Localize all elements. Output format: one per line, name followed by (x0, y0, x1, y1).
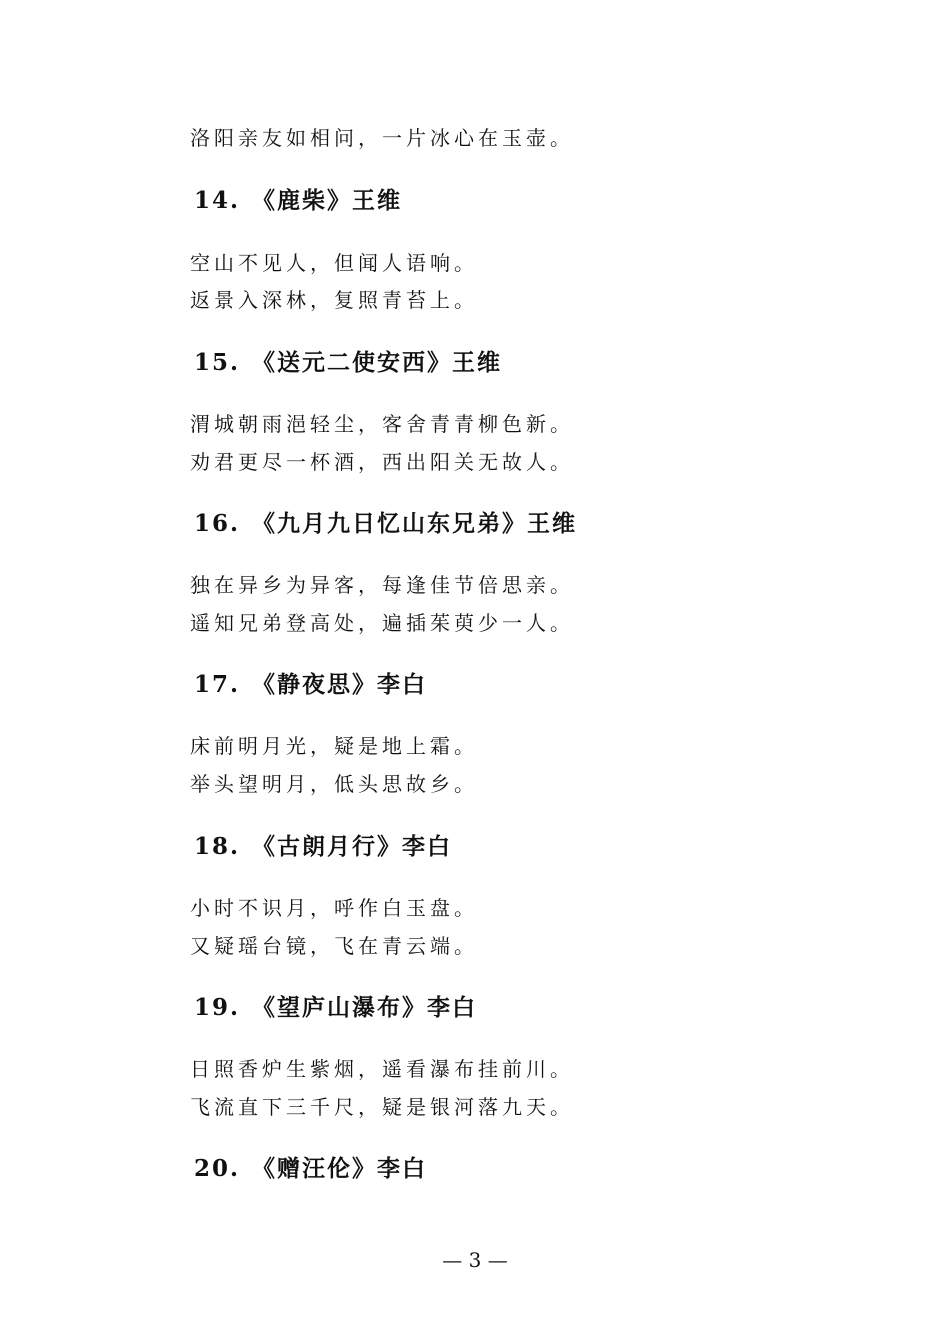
poem-title: 《望庐山瀑布》李白 (252, 994, 477, 1021)
poem-title: 《九月九日忆山东兄弟》王维 (252, 510, 577, 537)
poem-line: 返景入深林，复照青苔上。 (190, 288, 478, 312)
poem-number: 16. (194, 510, 241, 537)
poem-line: 日照香炉生紫烟，遥看瀑布挂前川。 (190, 1057, 574, 1081)
poem-number: 17. (194, 671, 241, 698)
poem-line: 飞流直下三千尺，疑是银河落九天。 (190, 1095, 574, 1119)
poem-line: 劝君更尽一杯酒，西出阳关无故人。 (190, 450, 574, 474)
poem-number: 15. (194, 349, 241, 376)
poem-heading-17 (194, 673, 427, 696)
poem-line: 床前明月光，疑是地上霜。 (190, 734, 478, 758)
poem-number: 18. (194, 833, 241, 860)
poem-line: 遥知兄弟登高处，遍插茱萸少一人。 (190, 611, 574, 635)
poem-heading-20 (194, 1157, 427, 1180)
poem-line: 独在异乡为异客，每逢佳节倍思亲。 (190, 573, 574, 597)
poem-title: 《古朗月行》李白 (252, 833, 452, 860)
poem-heading-18 (194, 835, 452, 858)
poem-line: 渭城朝雨浥轻尘，客舍青青柳色新。 (190, 412, 574, 436)
poem-title: 《鹿柴》王维 (252, 187, 402, 214)
poem-title: 《静夜思》李白 (252, 671, 427, 698)
page-number: — 3 — (442, 1248, 508, 1272)
poem-title: 《赠汪伦》李白 (252, 1155, 427, 1182)
poem-heading-15 (194, 351, 502, 374)
poem-heading-19 (194, 996, 477, 1019)
poem-line: 小时不识月，呼作白玉盘。 (190, 896, 478, 920)
poem-line: 洛阳亲友如相问，一片冰心在玉壶。 (190, 126, 574, 150)
poem-number: 14. (194, 187, 241, 214)
poem-line: 空山不见人，但闻人语响。 (190, 251, 478, 275)
poem-line: 又疑瑶台镜，飞在青云端。 (190, 934, 478, 958)
poem-line: 举头望明月，低头思故乡。 (190, 772, 478, 796)
poem-number: 20. (194, 1155, 241, 1182)
poem-number: 19. (194, 994, 241, 1021)
poem-heading-14 (194, 189, 402, 212)
poem-heading-16 (194, 512, 577, 535)
poem-title: 《送元二使安西》王维 (252, 349, 502, 376)
